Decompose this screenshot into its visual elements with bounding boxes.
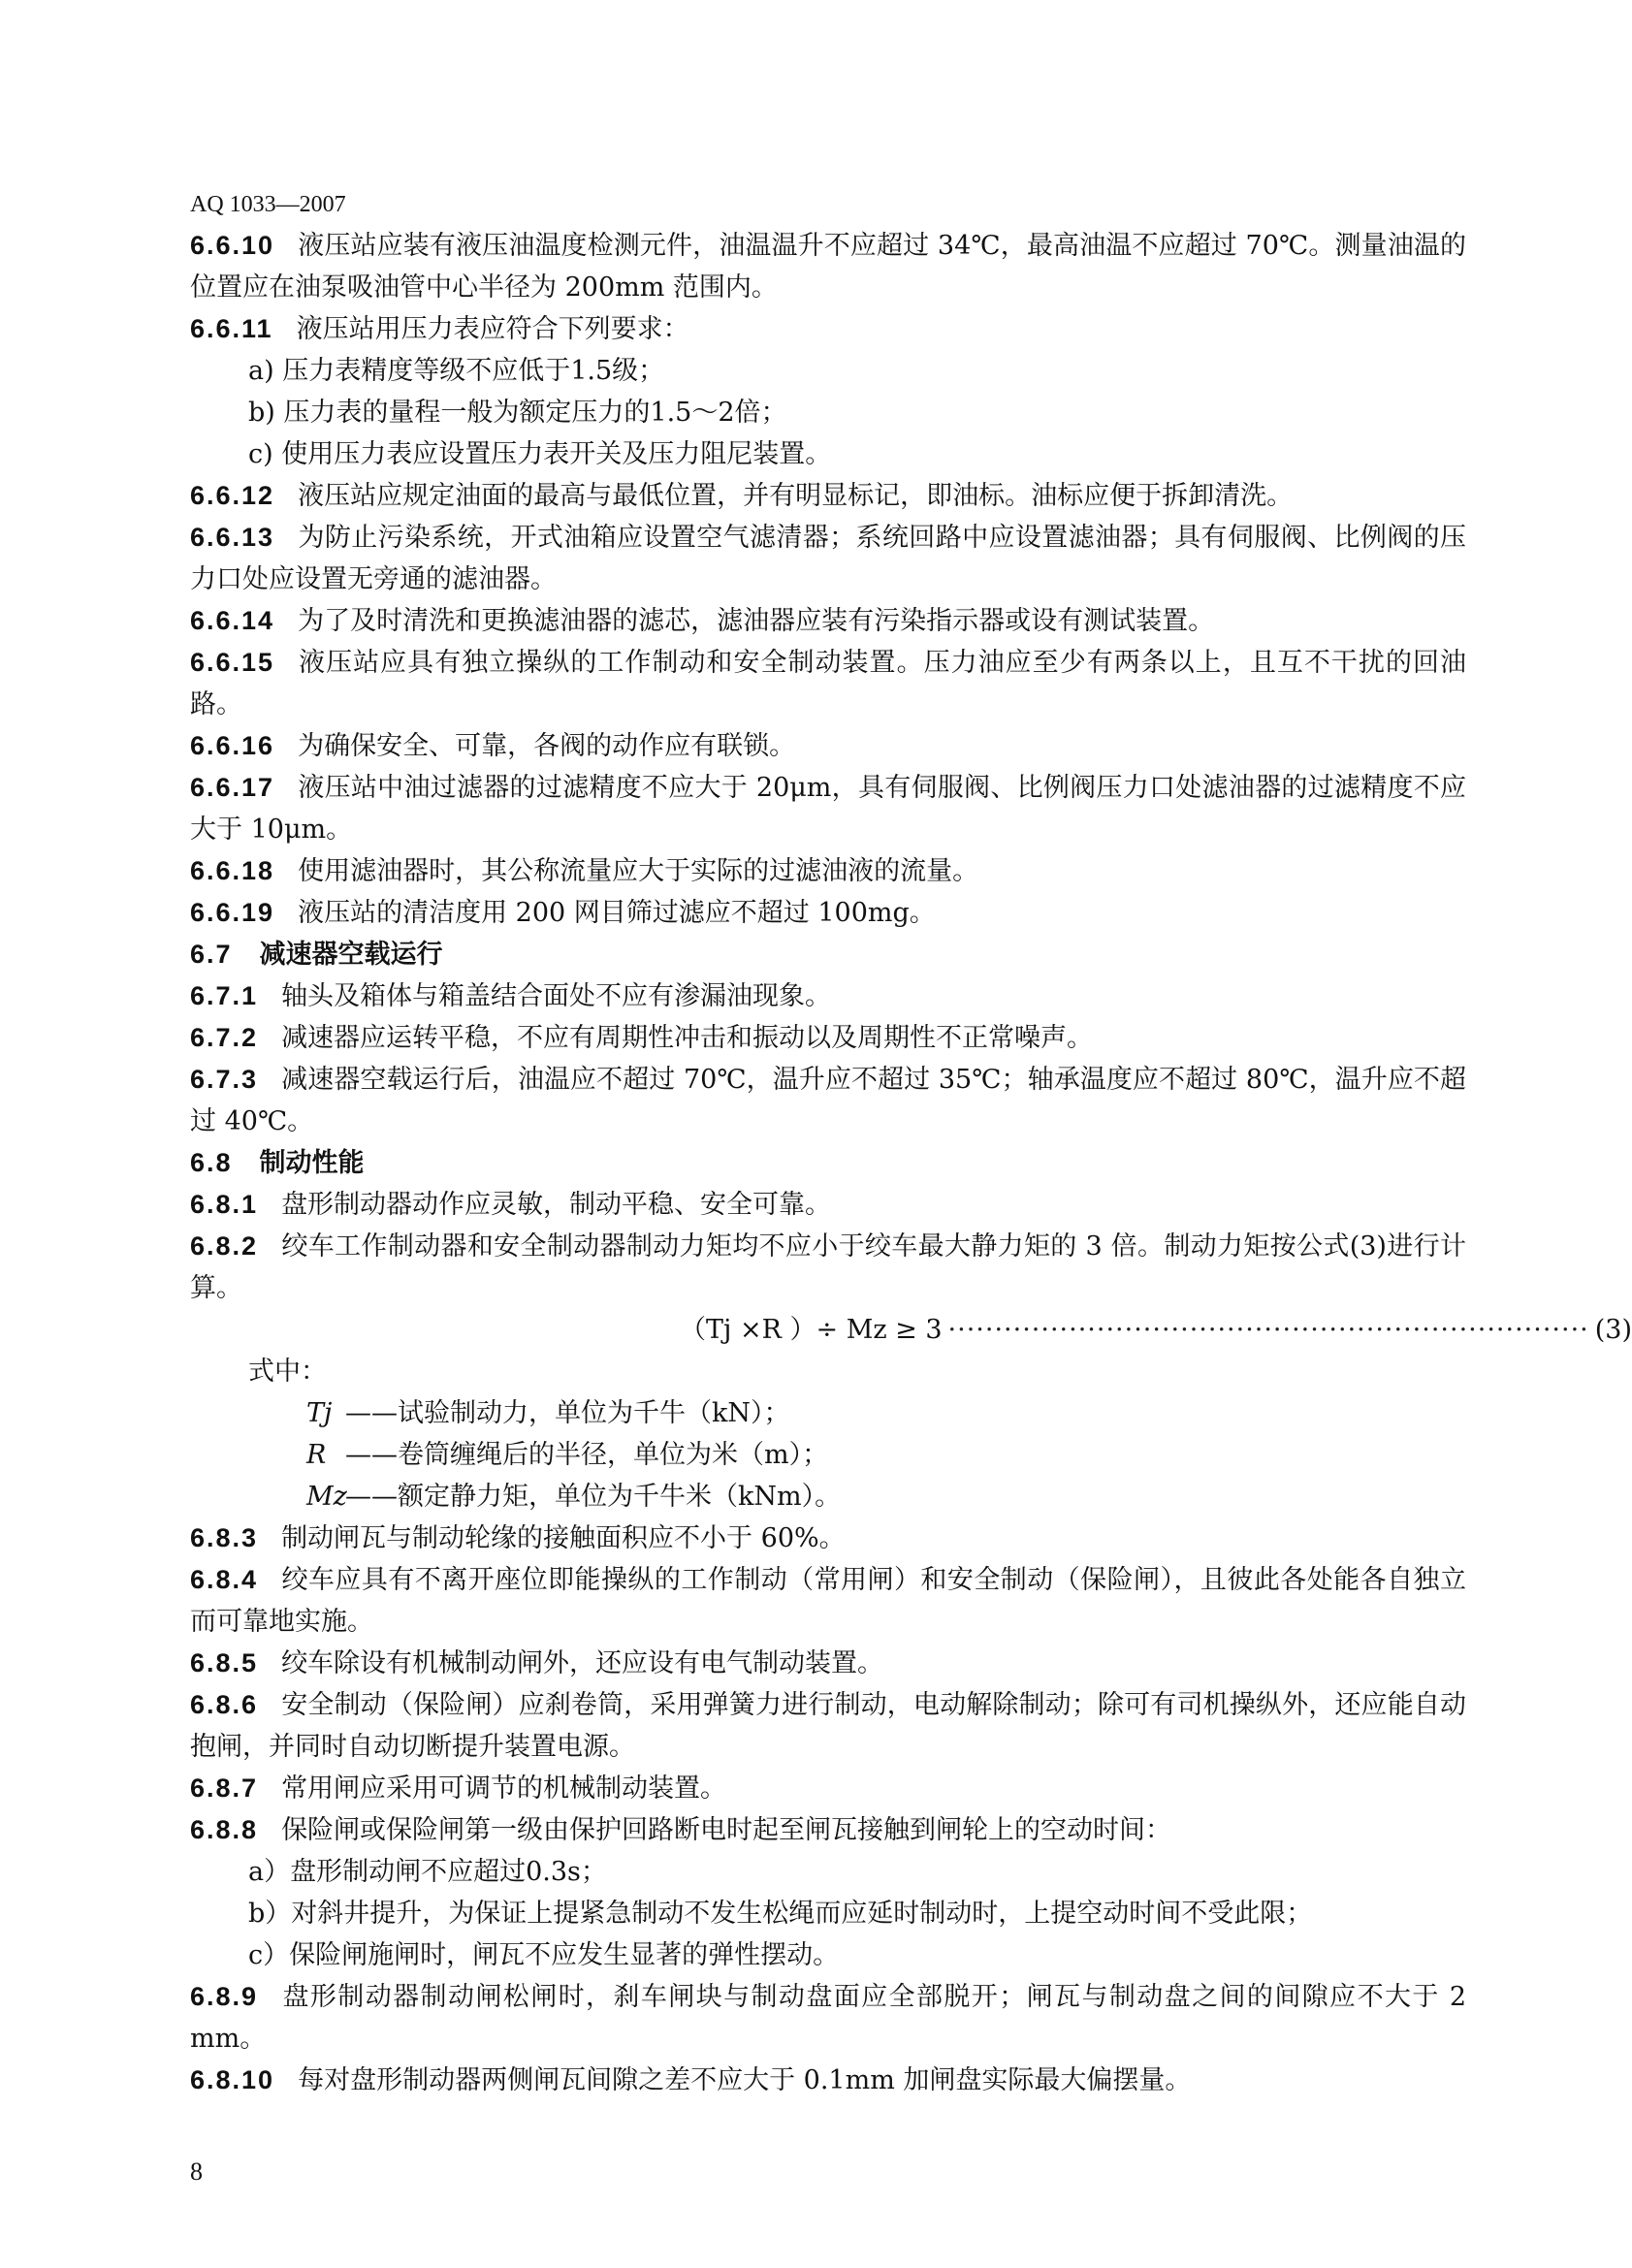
clause-text: 液压站应规定油面的最高与最低位置，并有明显标记，即油标。油标应便于拆卸清洗。 — [298, 481, 1294, 511]
clause-text: 制动闸瓦与制动轮缘的接触面积应不小于 60%。 — [281, 1523, 846, 1553]
definition-text: ——试验制动力，单位为千牛（kN）； — [345, 1398, 790, 1428]
clause-text: 液压站应具有独立操纵的工作制动和安全制动装置。压力油应至少有两条以上，且互不干扰的回油路。 — [190, 648, 1466, 719]
clause-number: 6.8.7 — [190, 1773, 259, 1803]
clause-text: 为了及时清洗和更换滤油器的滤芯，滤油器应装有污染指示器或设有测试装置。 — [298, 606, 1215, 636]
clause-number: 6.8.6 — [190, 1690, 259, 1719]
clause-number: 6.8.5 — [190, 1648, 259, 1677]
section-title: 减速器空载运行 — [259, 940, 443, 970]
clause-6-8-4 — [190, 1559, 1466, 1643]
clause-6-6-17 — [190, 767, 1466, 850]
list-item: b) 压力表的量程一般为额定压力的1.5～2倍； — [248, 398, 787, 428]
clause-number: 6.6.19 — [190, 898, 275, 927]
clause-number: 6.7.3 — [190, 1065, 259, 1094]
section-title: 制动性能 — [259, 1148, 365, 1178]
clause-6-6-12 — [190, 475, 1466, 517]
clause-text: 减速器空载运行后，油温应不超过 70℃，温升应不超过 35℃；轴承温度应不超过 80℃，温升应不超过 40℃。 — [190, 1065, 1466, 1136]
formula-expression: （Tj ×R ）÷ Mz ≥ 3 — [680, 1315, 943, 1345]
clause-number: 6.6.11 — [190, 314, 273, 343]
section-heading-6-7 — [190, 934, 1466, 975]
clause-number: 6.6.14 — [190, 606, 275, 635]
clause-6-8-1 — [190, 1184, 1466, 1226]
clause-number: 6.8.9 — [190, 1982, 259, 2011]
section-number: 6.8 — [190, 1148, 233, 1177]
clause-6-7-2 — [190, 1017, 1466, 1059]
clause-number: 6.8.1 — [190, 1190, 259, 1219]
document-header: AQ 1033—2007 — [190, 192, 346, 217]
clause-6-6-11 — [190, 308, 1466, 350]
clause-6-8-8 — [190, 1809, 1466, 1851]
clause-number: 6.8.3 — [190, 1523, 259, 1552]
clause-number: 6.8.10 — [190, 2065, 275, 2094]
clause-text: 轴头及箱体与箱盖结合面处不应有渗漏油现象。 — [281, 981, 832, 1011]
formula-definition — [190, 1392, 1466, 1434]
clause-text: 液压站应装有液压油温度检测元件，油温温升不应超过 34℃，最高油温不应超过 70℃。测量油温的位置应在油泵吸油管中心半径为 200mm 范围内。 — [190, 231, 1466, 303]
list-item: a) 压力表精度等级不应低于1.5级； — [248, 356, 665, 386]
clause-text: 为确保安全、可靠，各阀的动作应有联锁。 — [298, 731, 796, 761]
clause-number: 6.6.17 — [190, 773, 275, 802]
clause-number: 6.8.4 — [190, 1565, 259, 1594]
clause-6-6-15 — [190, 642, 1466, 725]
formula-3 — [190, 1309, 1632, 1351]
clause-text: 安全制动（保险闸）应刹卷筒，采用弹簧力进行制动，电动解除制动；除可有司机操纵外，还应能自动抱闸，并同时自动切断提升装置电源。 — [190, 1690, 1466, 1762]
clause-text: 为防止污染系统，开式油箱应设置空气滤清器；系统回路中应设置滤油器；具有伺服阀、比例阀的压力口处应设置无旁通的滤油器。 — [190, 523, 1466, 594]
clause-number: 6.6.15 — [190, 648, 275, 677]
clause-6-7-3 — [190, 1059, 1466, 1142]
formula-number: (3) — [1594, 1315, 1632, 1345]
clause-number: 6.6.13 — [190, 523, 275, 552]
symbol: Mz — [306, 1482, 347, 1512]
clause-6-6-10 — [190, 225, 1466, 308]
symbol: Tj — [306, 1398, 333, 1428]
clause-number: 6.8.8 — [190, 1815, 259, 1844]
clause-number: 6.6.18 — [190, 856, 275, 885]
clause-6-8-7 — [190, 1768, 1466, 1809]
clause-6-7-1 — [190, 975, 1466, 1017]
clause-number: 6.7.2 — [190, 1023, 259, 1052]
document-body — [190, 225, 1632, 2101]
clause-text: 保险闸或保险闸第一级由保护回路断电时起至闸瓦接触到闸轮上的空动时间： — [281, 1815, 1172, 1845]
clause-number: 6.8.2 — [190, 1231, 259, 1261]
clause-6-8-5 — [190, 1643, 1466, 1684]
formula-leader-dots: ····································································· — [947, 1315, 1589, 1345]
definition-text: ——卷筒缠绳后的半径，单位为米（m）； — [345, 1440, 829, 1470]
clause-text: 液压站用压力表应符合下列要求： — [296, 314, 689, 344]
formula-definition — [190, 1476, 1466, 1517]
clause-6-6-19 — [190, 892, 1466, 934]
clause-6-6-18 — [190, 850, 1466, 892]
clause-text: 绞车工作制动器和安全制动器制动力矩均不应小于绞车最大静力矩的 3 倍。制动力矩按公式(3)进行计算。 — [190, 1231, 1466, 1303]
list-item: a）盘形制动闸不应超过0.3s； — [248, 1857, 607, 1887]
section-heading-6-8 — [190, 1142, 1466, 1184]
clause-text: 每对盘形制动器两侧闸瓦间隙之差不应大于 0.1mm 加闸盘实际最大偏摆量。 — [298, 2065, 1192, 2095]
clause-number: 6.6.10 — [190, 231, 275, 260]
list-item: b）对斜井提升，为保证上提紧急制动不发生松绳而应延时制动时，上提空动时间不受此限； — [248, 1899, 1313, 1929]
clause-text: 使用滤油器时，其公称流量应大于实际的过滤油液的流量。 — [298, 856, 979, 886]
clause-number: 6.6.12 — [190, 481, 275, 510]
clause-text: 液压站的清洁度用 200 网目筛过滤应不超过 100mg。 — [298, 898, 936, 928]
clause-text: 绞车除设有机械制动闸外，还应设有电气制动装置。 — [281, 1648, 884, 1678]
clause-6-6-14 — [190, 600, 1466, 642]
section-number: 6.7 — [190, 940, 233, 969]
clause-text: 液压站中油过滤器的过滤精度不应大于 20μm，具有伺服阀、比例阀压力口处滤油器的过滤精度不应大于 10μm。 — [190, 773, 1466, 845]
definition-text: ——额定静力矩，单位为千牛米（kNm）。 — [345, 1482, 842, 1512]
clause-6-8-9 — [190, 1976, 1466, 2060]
formula-definition — [190, 1434, 1466, 1476]
symbol: R — [306, 1440, 327, 1470]
clause-number: 6.7.1 — [190, 981, 259, 1010]
clause-text: 盘形制动器制动闸松闸时，刹车闸块与制动盘面应全部脱开；闸瓦与制动盘之间的间隙应不大于 2 mm。 — [190, 1982, 1466, 2054]
clause-text: 常用闸应采用可调节的机械制动装置。 — [281, 1773, 727, 1804]
clause-6-8-2 — [190, 1226, 1466, 1309]
where-label: 式中： — [248, 1357, 327, 1387]
list-item: c) 使用压力表应设置压力表开关及压力阻尼装置。 — [248, 439, 832, 469]
page-number: 8 — [190, 2157, 203, 2186]
clause-6-6-16 — [190, 725, 1466, 767]
clause-number: 6.6.16 — [190, 731, 275, 760]
clause-6-8-6 — [190, 1684, 1466, 1768]
clause-text: 减速器应运转平稳，不应有周期性冲击和振动以及周期性不正常噪声。 — [281, 1023, 1094, 1053]
clause-6-8-3 — [190, 1517, 1466, 1559]
list-item: c）保险闸施闸时，闸瓦不应发生显著的弹性摆动。 — [248, 1940, 840, 1970]
clause-text: 绞车应具有不离开座位即能操纵的工作制动（常用闸）和安全制动（保险闸），且彼此各处能各自独立而可靠地实施。 — [190, 1565, 1466, 1637]
clause-6-6-13 — [190, 517, 1466, 600]
clause-6-8-10 — [190, 2060, 1466, 2101]
clause-text: 盘形制动器动作应灵敏，制动平稳、安全可靠。 — [281, 1190, 832, 1220]
